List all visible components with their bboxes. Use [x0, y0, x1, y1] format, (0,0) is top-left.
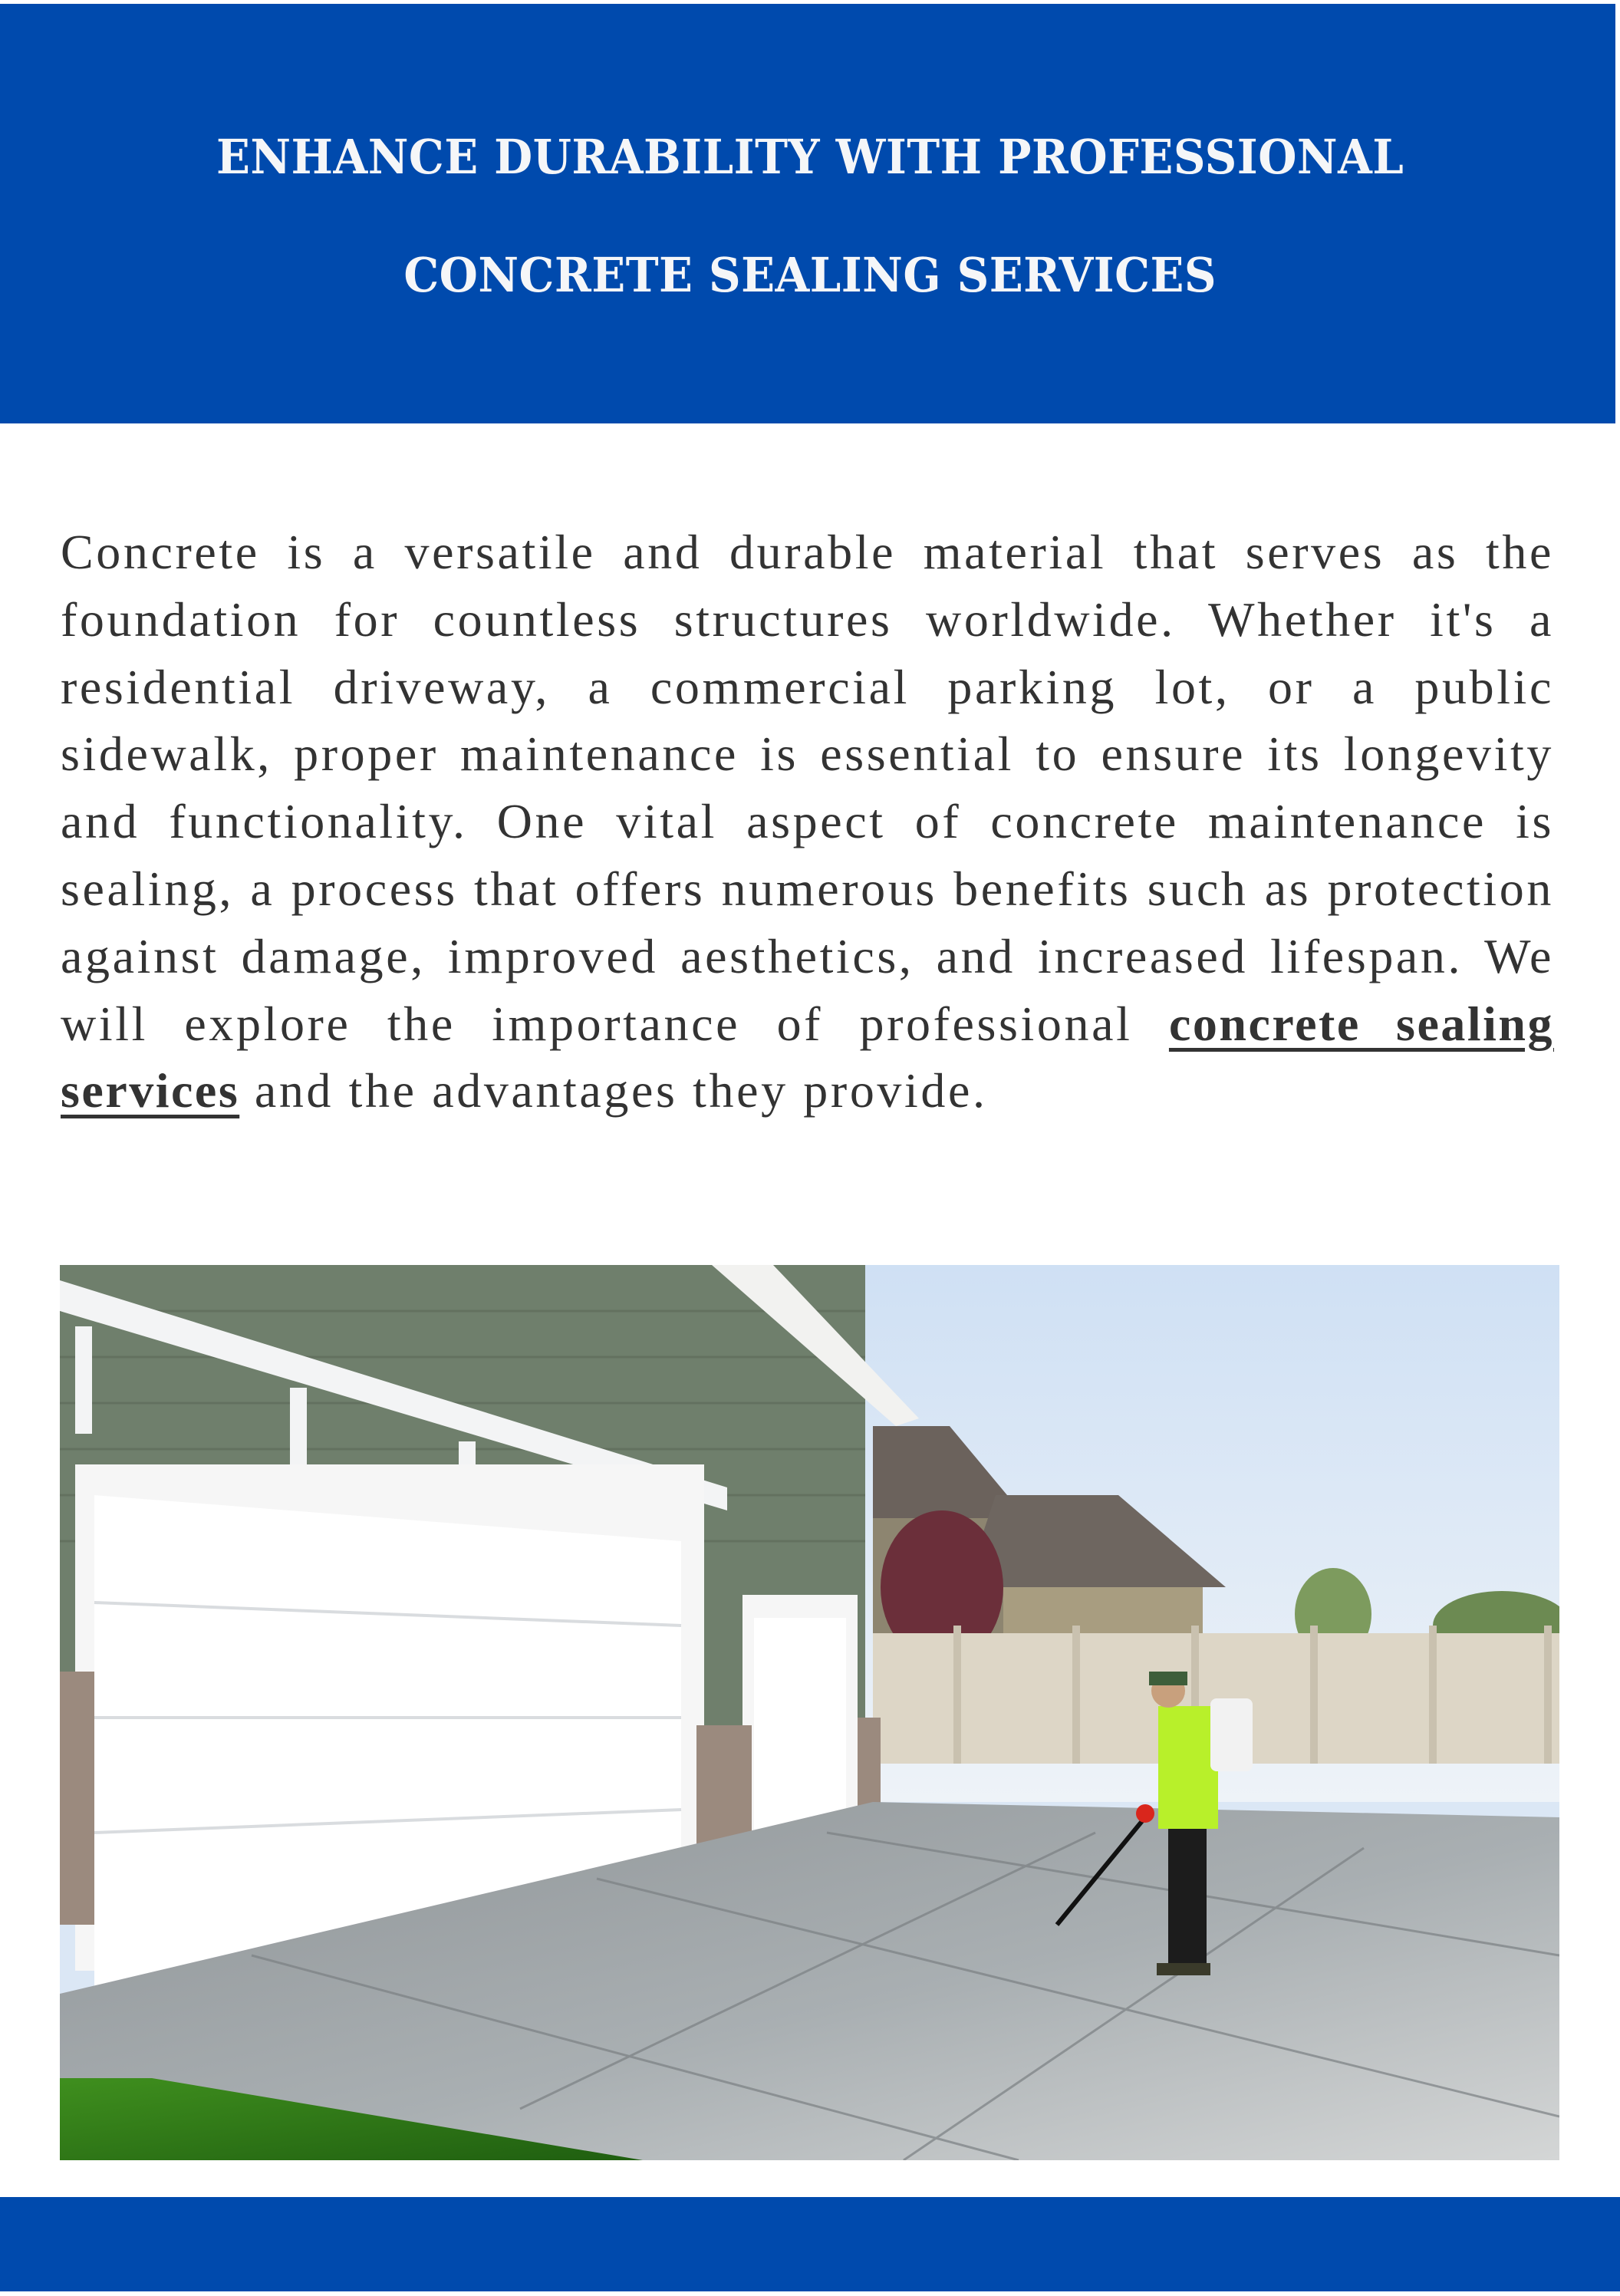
intro-paragraph [61, 519, 1554, 1125]
footer-banner [0, 2197, 1620, 2291]
header-banner [0, 4, 1615, 423]
page-title-line-1: ENHANCE DURABILITY WITH PROFESSIONAL [216, 129, 1404, 185]
page-title-line-2: CONCRETE SEALING SERVICES [403, 247, 1217, 303]
driveway-photo-illustration [60, 1265, 1559, 2160]
concrete-sealing-services-link[interactable]: concrete sealing services [61, 996, 1554, 1118]
hero-photo [60, 1265, 1559, 2160]
intro-text-before-link: Concrete is a versatile and durable material that serves as the foundation for countless structures worldwide. Whether it's a residential driveway, a commercial parking lot, or a public sidewalk, proper maintenance is essential to ensure its longevity and functionality. One vital aspect of concrete maintenance is sealing, a process that offers numerous benefits such as protection against damage, improved aesthetics, and increased lifespan. We will explore the importance of professional [61, 525, 1554, 1051]
intro-text-after-link: and the advantages they provide. [239, 1063, 988, 1118]
